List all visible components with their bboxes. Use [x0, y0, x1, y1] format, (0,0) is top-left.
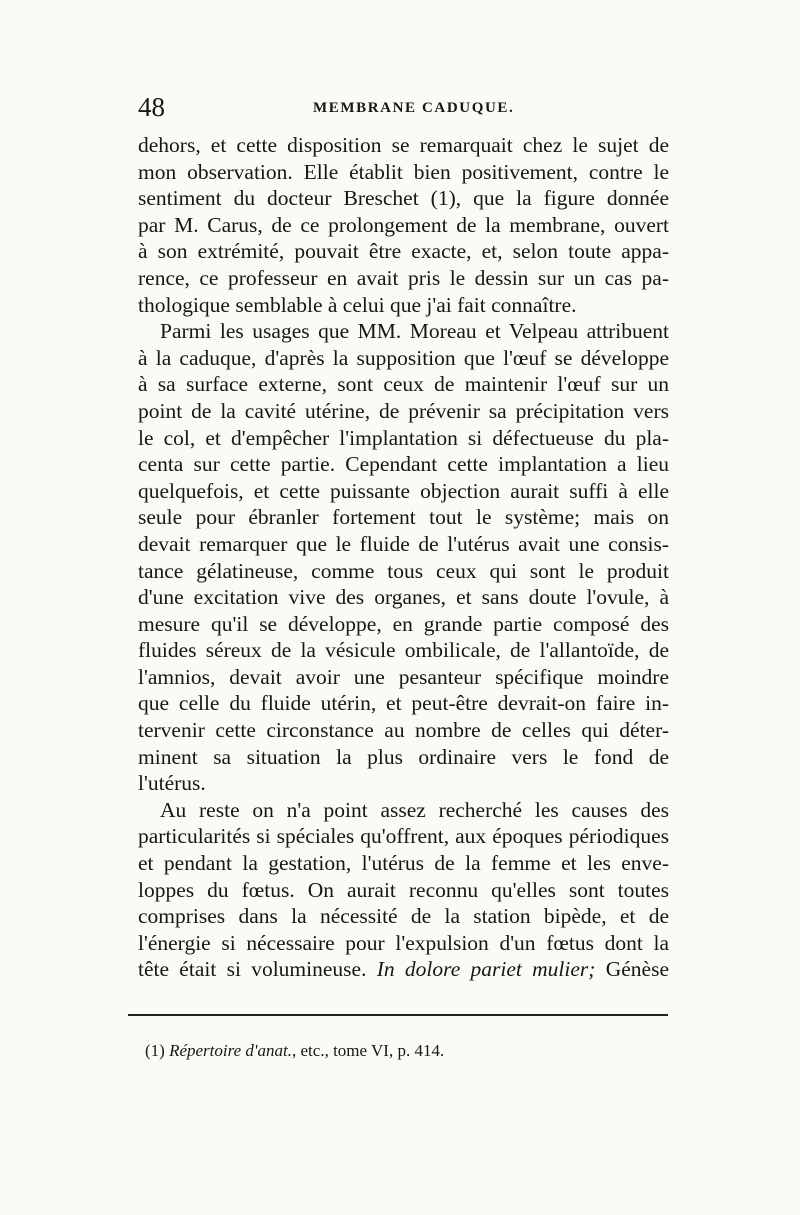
text-line: point de la cavité utérine, de prévenir sa précipitation vers: [138, 398, 669, 423]
text-line: et pendant la gestation, l'utérus de la femme et les enve-: [138, 851, 669, 876]
footnote-text: , etc., tome VI, p. 414.: [292, 1041, 445, 1060]
text-line: par M. Carus, de ce prolongement de la membrane, ouvert: [138, 212, 669, 237]
text-line: que celle du fluide utérin, et peut-être devrait-on faire in-: [138, 691, 669, 716]
text-line: loppes du fœtus. On aurait reconnu qu'elles sont toutes: [138, 877, 669, 902]
text-segment: Génèse: [605, 957, 670, 982]
text-line: le col, et d'empêcher l'implantation si défectueuse du pla-: [138, 425, 669, 450]
page-header: [138, 92, 668, 122]
text-line: l'amnios, devait avoir une pesanteur spécifique moindre: [138, 664, 669, 689]
text-line: quelquefois, et cette puissante objection aurait suffi à elle: [138, 478, 669, 503]
footnote-title: Répertoire d'anat.: [169, 1041, 293, 1060]
text-line: à la caduque, d'après la supposition que l'œuf se développe: [138, 345, 669, 370]
text-line: particularités si spéciales qu'offrent, aux époques périodiques: [138, 824, 669, 849]
text-line: mon observation. Elle établit bien positivement, contre le: [138, 159, 669, 184]
text-line: thologique semblable à celui que j'ai fait connaître.: [138, 292, 577, 317]
paragraph-start-line: Au reste on n'a point assez recherché les causes des: [160, 797, 669, 822]
text-line: l'utérus.: [138, 771, 206, 796]
text-line: tervenir cette circonstance au nombre de celles qui déter-: [138, 718, 669, 743]
final-text-line: [138, 956, 669, 983]
running-head: MEMBRANE CADUQUE.: [313, 100, 515, 116]
footnote: [145, 1040, 444, 1062]
footnote-marker: (1): [145, 1041, 165, 1060]
body-text: [138, 132, 669, 983]
page-number: 48: [138, 92, 165, 122]
text-line: minent sa situation la plus ordinaire vers le fond de: [138, 744, 669, 769]
text-line: mesure qu'il se développe, en grande partie composé des: [138, 611, 669, 636]
text-line: à sa surface externe, sont ceux de maintenir l'œuf sur un: [138, 372, 669, 397]
text-line: comprises dans la nécessité de la station bipède, et de: [138, 904, 669, 929]
text-line: rence, ce professeur en avait pris le dessin sur un cas pa-: [138, 265, 669, 290]
footnote-rule: [128, 1014, 668, 1016]
text-line: tance gélatineuse, comme tous ceux qui sont le produit: [138, 558, 669, 583]
text-line: l'énergie si nécessaire pour l'expulsion d'un fœtus dont la: [138, 930, 669, 955]
text-line: d'une excitation vive des organes, et sans doute l'ovule, à: [138, 585, 669, 610]
text-line: devait remarquer que le fluide de l'utérus avait une consis-: [138, 531, 669, 556]
text-line: à son extrémité, pouvait être exacte, et, selon toute appa-: [138, 239, 669, 264]
text-line: sentiment du docteur Breschet (1), que la figure donnée: [138, 186, 669, 211]
paragraph-start-line: Parmi les usages que MM. Moreau et Velpeau attribuent: [160, 319, 669, 344]
text-line: fluides séreux de la vésicule ombilicale, de l'allantoïde, de: [138, 638, 669, 663]
text-line: seule pour ébranler fortement tout le système; mais on: [138, 505, 669, 530]
text-line: centa sur cette partie. Cependant cette implantation a lieu: [138, 452, 669, 477]
text-line: dehors, et cette disposition se remarquait chez le sujet de: [138, 133, 669, 157]
text-segment: tête était si volumineuse.: [138, 957, 367, 982]
latin-quote: In dolore pariet mulier;: [376, 957, 596, 982]
